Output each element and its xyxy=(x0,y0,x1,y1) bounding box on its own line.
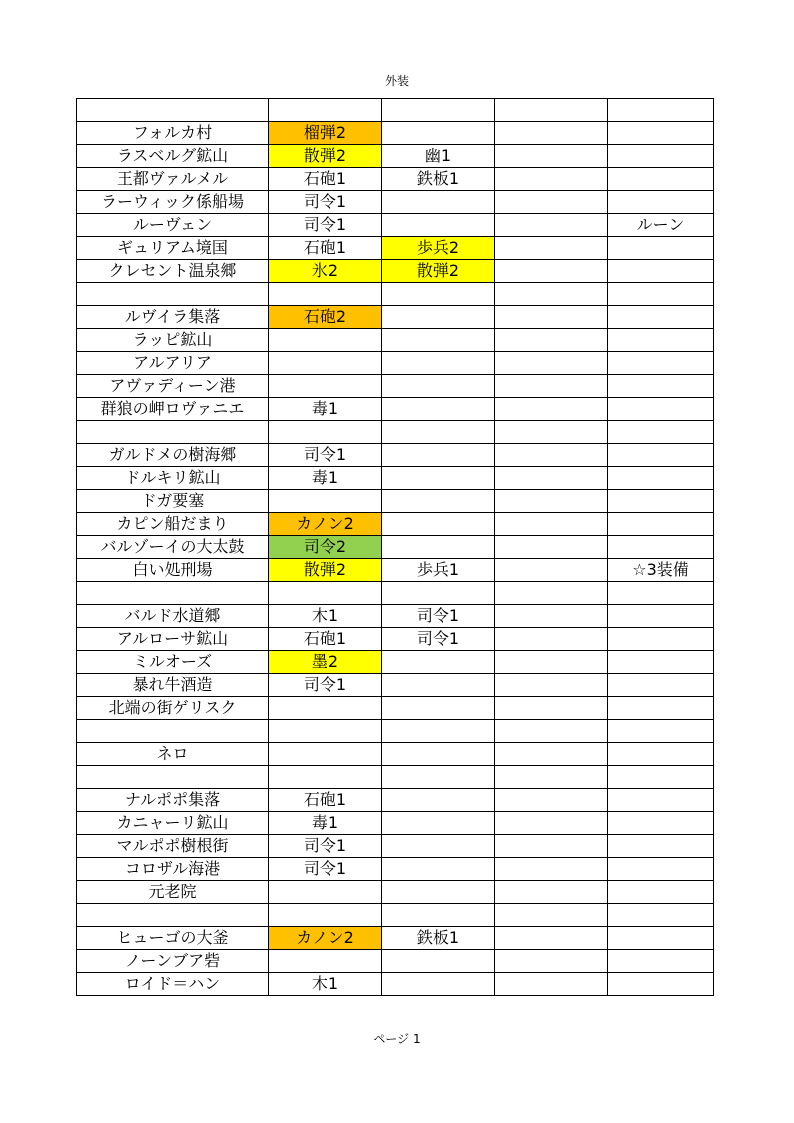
note-cell xyxy=(608,513,714,536)
location-cell: ギュリアム境国 xyxy=(77,237,269,260)
equipment-cell-3 xyxy=(495,559,608,582)
equipment-cell xyxy=(269,329,382,352)
equipment-cell-2 xyxy=(382,99,495,122)
equipment-cell xyxy=(269,99,382,122)
note-cell xyxy=(608,927,714,950)
spreadsheet-table xyxy=(76,98,714,996)
equipment-cell-3 xyxy=(495,375,608,398)
equipment-cell-2 xyxy=(382,743,495,766)
location-cell: 北端の街ゲリスク xyxy=(77,697,269,720)
table-row xyxy=(77,536,714,559)
table-row xyxy=(77,191,714,214)
location-cell xyxy=(77,904,269,927)
note-cell xyxy=(608,536,714,559)
equipment-cell xyxy=(269,766,382,789)
location-cell: バルゾーイの大太鼓 xyxy=(77,536,269,559)
table-row xyxy=(77,513,714,536)
note-cell xyxy=(608,789,714,812)
equipment-cell-2 xyxy=(382,421,495,444)
equipment-cell-2: 司令1 xyxy=(382,628,495,651)
equipment-cell xyxy=(269,582,382,605)
page-header: 外装 xyxy=(384,74,409,88)
equipment-cell-2 xyxy=(382,536,495,559)
equipment-cell-3 xyxy=(495,260,608,283)
equipment-cell-2 xyxy=(382,674,495,697)
location-cell: ドルキリ鉱山 xyxy=(77,467,269,490)
note-cell xyxy=(608,306,714,329)
note-cell: ☆3装備 xyxy=(608,559,714,582)
equipment-cell-3 xyxy=(495,99,608,122)
location-cell: 元老院 xyxy=(77,881,269,904)
note-cell xyxy=(608,329,714,352)
table-row xyxy=(77,306,714,329)
note-cell xyxy=(608,812,714,835)
note-cell xyxy=(608,168,714,191)
table-row xyxy=(77,605,714,628)
equipment-cell-2: 鉄板1 xyxy=(382,168,495,191)
table-row xyxy=(77,674,714,697)
equipment-cell-2 xyxy=(382,375,495,398)
equipment-cell-3 xyxy=(495,743,608,766)
equipment-cell: 毒1 xyxy=(269,812,382,835)
equipment-cell: 榴弾2 xyxy=(269,122,382,145)
note-cell xyxy=(608,835,714,858)
note-cell xyxy=(608,237,714,260)
location-cell: 白い処刑場 xyxy=(77,559,269,582)
equipment-cell-3 xyxy=(495,191,608,214)
equipment-cell-2: 鉄板1 xyxy=(382,927,495,950)
table-row xyxy=(77,490,714,513)
equipment-cell: 散弾2 xyxy=(269,559,382,582)
equipment-cell-2: 司令1 xyxy=(382,605,495,628)
table-row xyxy=(77,904,714,927)
equipment-cell-3 xyxy=(495,283,608,306)
equipment-cell: 司令1 xyxy=(269,674,382,697)
location-cell: 王都ヴァルメル xyxy=(77,168,269,191)
location-cell: ルーヴェン xyxy=(77,214,269,237)
table-body xyxy=(77,99,714,996)
note-cell xyxy=(608,720,714,743)
location-cell: ナルポポ集落 xyxy=(77,789,269,812)
equipment-cell-2 xyxy=(382,720,495,743)
equipment-cell: カノン2 xyxy=(269,927,382,950)
note-cell: ルーン xyxy=(608,214,714,237)
note-cell xyxy=(608,490,714,513)
table-row xyxy=(77,697,714,720)
equipment-cell: 石砲1 xyxy=(269,628,382,651)
location-cell: アルアリア xyxy=(77,352,269,375)
equipment-cell xyxy=(269,352,382,375)
location-cell xyxy=(77,421,269,444)
equipment-cell xyxy=(269,904,382,927)
equipment-cell-2 xyxy=(382,766,495,789)
equipment-cell-2 xyxy=(382,881,495,904)
equipment-cell-2 xyxy=(382,973,495,996)
equipment-cell-2 xyxy=(382,306,495,329)
note-cell xyxy=(608,766,714,789)
table-row xyxy=(77,421,714,444)
table-row xyxy=(77,789,714,812)
equipment-cell-2 xyxy=(382,904,495,927)
equipment-cell-3 xyxy=(495,812,608,835)
equipment-cell-2 xyxy=(382,329,495,352)
equipment-cell xyxy=(269,283,382,306)
location-cell xyxy=(77,283,269,306)
equipment-cell xyxy=(269,720,382,743)
note-cell xyxy=(608,674,714,697)
location-cell: ガルドメの樹海郷 xyxy=(77,444,269,467)
equipment-cell xyxy=(269,881,382,904)
equipment-cell-3 xyxy=(495,881,608,904)
equipment-cell: 毒1 xyxy=(269,398,382,421)
equipment-cell xyxy=(269,421,382,444)
equipment-cell-2 xyxy=(382,950,495,973)
location-cell: アルローサ鉱山 xyxy=(77,628,269,651)
equipment-cell-3 xyxy=(495,398,608,421)
note-cell xyxy=(608,743,714,766)
equipment-cell-3 xyxy=(495,513,608,536)
equipment-cell-3 xyxy=(495,352,608,375)
equipment-cell-3 xyxy=(495,329,608,352)
equipment-cell: 司令1 xyxy=(269,835,382,858)
equipment-cell-3 xyxy=(495,444,608,467)
equipment-cell: 石砲1 xyxy=(269,237,382,260)
note-cell xyxy=(608,283,714,306)
equipment-cell-3 xyxy=(495,467,608,490)
table-row xyxy=(77,122,714,145)
equipment-cell-2 xyxy=(382,283,495,306)
equipment-cell-2 xyxy=(382,467,495,490)
table-row xyxy=(77,145,714,168)
location-cell: 群狼の岬ロヴァニエ xyxy=(77,398,269,421)
table-row xyxy=(77,444,714,467)
equipment-cell: 石砲1 xyxy=(269,789,382,812)
equipment-cell-3 xyxy=(495,927,608,950)
location-cell: ロイド＝ハン xyxy=(77,973,269,996)
table-row xyxy=(77,398,714,421)
equipment-cell xyxy=(269,490,382,513)
note-cell xyxy=(608,122,714,145)
equipment-cell-3 xyxy=(495,145,608,168)
location-cell: ノーンブア砦 xyxy=(77,950,269,973)
location-cell: フォルカ村 xyxy=(77,122,269,145)
location-cell: ヒューゴの大釜 xyxy=(77,927,269,950)
location-cell: アヴァディーン港 xyxy=(77,375,269,398)
equipment-cell-3 xyxy=(495,605,608,628)
equipment-cell-3 xyxy=(495,536,608,559)
table-row xyxy=(77,582,714,605)
location-cell xyxy=(77,720,269,743)
equipment-cell-3 xyxy=(495,651,608,674)
equipment-cell-3 xyxy=(495,306,608,329)
location-cell: ミルオーズ xyxy=(77,651,269,674)
note-cell xyxy=(608,881,714,904)
equipment-cell-2 xyxy=(382,214,495,237)
equipment-cell-3 xyxy=(495,858,608,881)
equipment-cell-3 xyxy=(495,628,608,651)
note-cell xyxy=(608,467,714,490)
equipment-cell: 氷2 xyxy=(269,260,382,283)
equipment-cell xyxy=(269,697,382,720)
equipment-cell: 毒1 xyxy=(269,467,382,490)
equipment-cell-3 xyxy=(495,237,608,260)
equipment-cell-2 xyxy=(382,582,495,605)
page-footer: ページ 1 xyxy=(373,1032,421,1046)
equipment-cell-3 xyxy=(495,490,608,513)
note-cell xyxy=(608,444,714,467)
note-cell xyxy=(608,950,714,973)
equipment-cell: 石砲2 xyxy=(269,306,382,329)
location-cell xyxy=(77,582,269,605)
table-row xyxy=(77,927,714,950)
equipment-cell: 司令1 xyxy=(269,858,382,881)
equipment-cell-3 xyxy=(495,421,608,444)
equipment-cell-2 xyxy=(382,812,495,835)
equipment-cell-2 xyxy=(382,122,495,145)
location-cell: バルド水道郷 xyxy=(77,605,269,628)
table-row xyxy=(77,812,714,835)
table-row xyxy=(77,375,714,398)
note-cell xyxy=(608,145,714,168)
note-cell xyxy=(608,398,714,421)
equipment-cell-3 xyxy=(495,973,608,996)
equipment-cell-3 xyxy=(495,168,608,191)
location-cell: カピン船だまり xyxy=(77,513,269,536)
location-cell: ネロ xyxy=(77,743,269,766)
table-row xyxy=(77,950,714,973)
equipment-cell-3 xyxy=(495,766,608,789)
note-cell xyxy=(608,904,714,927)
note-cell xyxy=(608,605,714,628)
table-row xyxy=(77,467,714,490)
table-row xyxy=(77,168,714,191)
note-cell xyxy=(608,582,714,605)
table-row xyxy=(77,283,714,306)
location-cell xyxy=(77,766,269,789)
equipment-cell-2: 幽1 xyxy=(382,145,495,168)
note-cell xyxy=(608,260,714,283)
note-cell xyxy=(608,651,714,674)
note-cell xyxy=(608,697,714,720)
table-row xyxy=(77,743,714,766)
equipment-cell-3 xyxy=(495,904,608,927)
location-cell: コロザル海港 xyxy=(77,858,269,881)
location-cell: ラスベルグ鉱山 xyxy=(77,145,269,168)
equipment-cell: 司令1 xyxy=(269,444,382,467)
table-row xyxy=(77,559,714,582)
equipment-cell-2 xyxy=(382,490,495,513)
location-cell: 暴れ牛酒造 xyxy=(77,674,269,697)
equipment-cell-3 xyxy=(495,720,608,743)
equipment-cell-3 xyxy=(495,950,608,973)
table-row xyxy=(77,835,714,858)
location-cell xyxy=(77,99,269,122)
equipment-cell-2 xyxy=(382,835,495,858)
table-row xyxy=(77,973,714,996)
equipment-cell xyxy=(269,950,382,973)
note-cell xyxy=(608,973,714,996)
table-row xyxy=(77,214,714,237)
table-row xyxy=(77,766,714,789)
equipment-cell-2 xyxy=(382,191,495,214)
equipment-cell-2 xyxy=(382,789,495,812)
note-cell xyxy=(608,375,714,398)
equipment-cell: 墨2 xyxy=(269,651,382,674)
equipment-cell-2 xyxy=(382,858,495,881)
equipment-cell: 司令2 xyxy=(269,536,382,559)
equipment-cell-3 xyxy=(495,835,608,858)
equipment-cell: 木1 xyxy=(269,973,382,996)
table-row xyxy=(77,260,714,283)
table-row xyxy=(77,651,714,674)
equipment-cell-2 xyxy=(382,651,495,674)
table-row xyxy=(77,237,714,260)
equipment-cell: 司令1 xyxy=(269,191,382,214)
location-cell: ラーウィック係船場 xyxy=(77,191,269,214)
note-cell xyxy=(608,421,714,444)
equipment-cell xyxy=(269,743,382,766)
equipment-cell-2 xyxy=(382,697,495,720)
equipment-cell-3 xyxy=(495,697,608,720)
table-row xyxy=(77,329,714,352)
equipment-cell-3 xyxy=(495,789,608,812)
equipment-cell: 散弾2 xyxy=(269,145,382,168)
note-cell xyxy=(608,99,714,122)
equipment-cell-2 xyxy=(382,513,495,536)
note-cell xyxy=(608,858,714,881)
note-cell xyxy=(608,628,714,651)
equipment-cell: 木1 xyxy=(269,605,382,628)
location-cell: クレセント温泉郷 xyxy=(77,260,269,283)
equipment-cell-3 xyxy=(495,214,608,237)
equipment-cell: 石砲1 xyxy=(269,168,382,191)
table-row xyxy=(77,352,714,375)
equipment-cell-3 xyxy=(495,582,608,605)
table-row xyxy=(77,628,714,651)
equipment-cell-2: 散弾2 xyxy=(382,260,495,283)
location-cell: ラッピ鉱山 xyxy=(77,329,269,352)
equipment-cell-2: 歩兵2 xyxy=(382,237,495,260)
note-cell xyxy=(608,352,714,375)
table-row xyxy=(77,881,714,904)
equipment-cell: 司令1 xyxy=(269,214,382,237)
table-row xyxy=(77,858,714,881)
equipment-cell xyxy=(269,375,382,398)
equipment-cell-2: 歩兵1 xyxy=(382,559,495,582)
location-cell: ルヴイラ集落 xyxy=(77,306,269,329)
table-row xyxy=(77,720,714,743)
location-cell: カニャーリ鉱山 xyxy=(77,812,269,835)
location-cell: マルポポ樹根街 xyxy=(77,835,269,858)
equipment-cell-3 xyxy=(495,122,608,145)
location-cell: ドガ要塞 xyxy=(77,490,269,513)
equipment-cell: カノン2 xyxy=(269,513,382,536)
note-cell xyxy=(608,191,714,214)
equipment-cell-2 xyxy=(382,398,495,421)
equipment-cell-2 xyxy=(382,444,495,467)
equipment-cell-2 xyxy=(382,352,495,375)
equipment-cell-3 xyxy=(495,674,608,697)
table-row xyxy=(77,99,714,122)
